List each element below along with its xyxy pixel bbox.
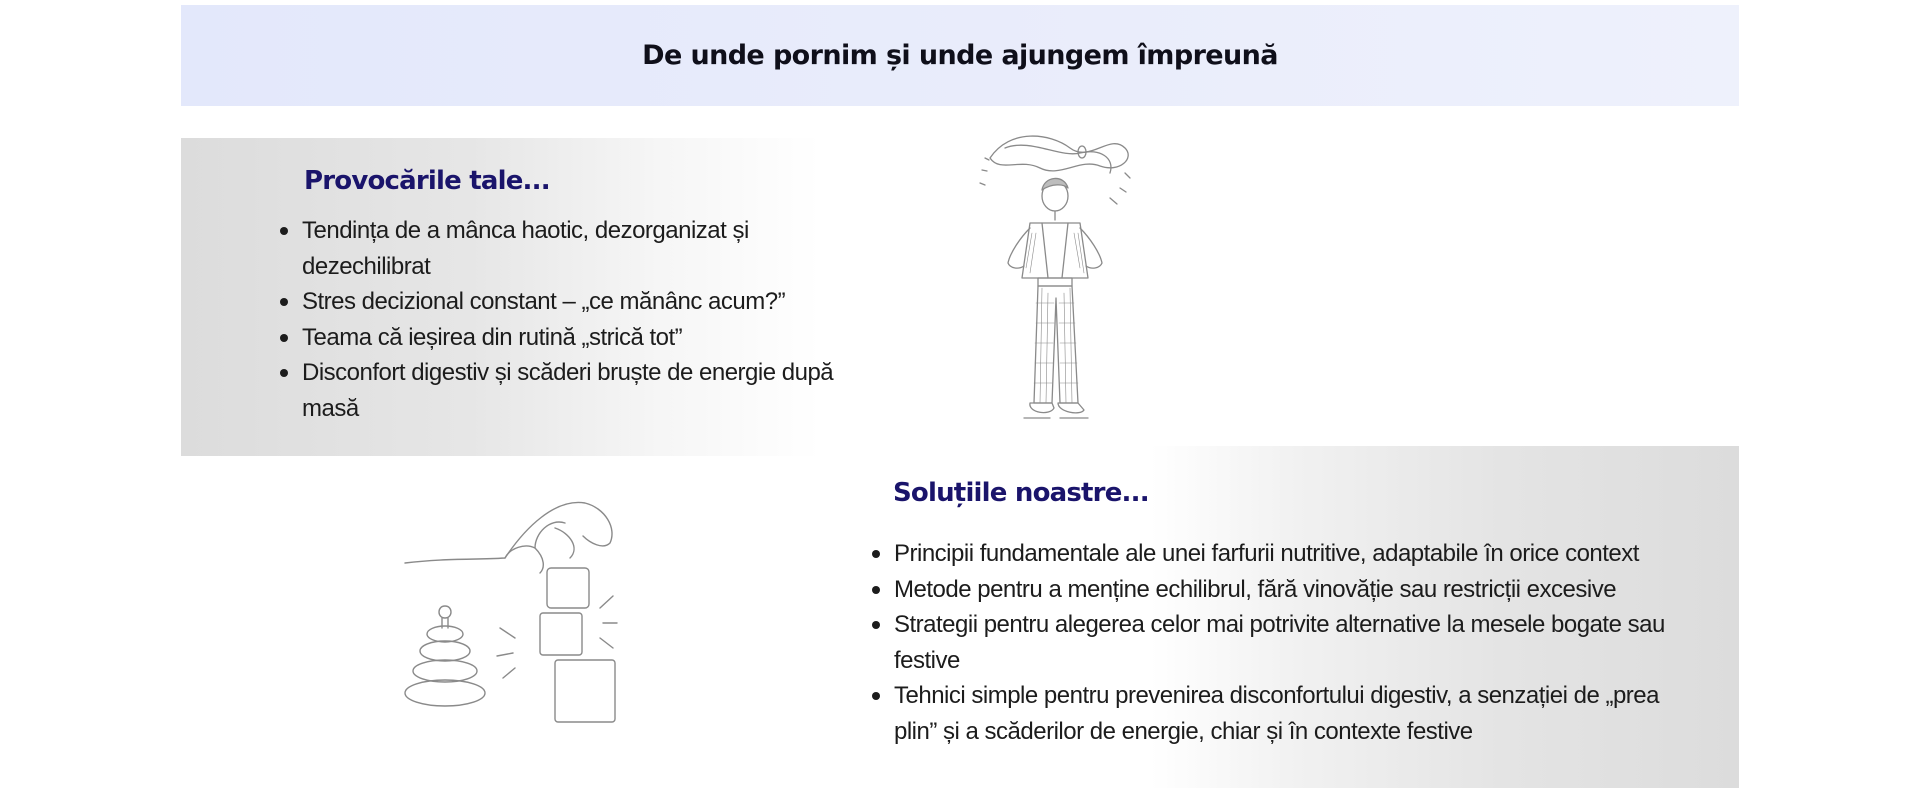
challenges-list-item: Teama că ieșirea din rutină „strică tot” [278, 320, 868, 356]
stacking-blocks-hand-illustration [385, 488, 645, 738]
solutions-list-item: Principii fundamentale ale unei farfurii nutritive, adaptabile în orice context [870, 536, 1700, 572]
challenges-list-item: Stres decizional constant – „ce mănânc acum?” [278, 284, 868, 320]
challenges-title: Provocările tale... [304, 166, 550, 196]
thinking-person-illustration [960, 128, 1160, 423]
page-title: De unde pornim și unde ajungem împreună [642, 40, 1278, 71]
solutions-list-item: Metode pentru a menține echilibrul, fără vinovăție sau restricții excesive [870, 572, 1700, 608]
solutions-list-item: Strategii pentru alegerea celor mai potrivite alternative la mesele bogate sau festive [870, 607, 1700, 678]
solutions-list [870, 536, 1700, 749]
challenges-list [278, 213, 868, 426]
solutions-list-item: Tehnici simple pentru prevenirea disconfortului digestiv, a senzației de „prea plin” și a scăderilor de energie, chiar și în contexte festive [870, 678, 1700, 749]
challenges-list-item: Disconfort digestiv și scăderi bruște de energie după masă [278, 355, 868, 426]
solutions-title: Soluțiile noastre... [893, 478, 1149, 508]
challenges-list-item: Tendința de a mânca haotic, dezorganizat și dezechilibrat [278, 213, 868, 284]
header-band [181, 5, 1739, 106]
